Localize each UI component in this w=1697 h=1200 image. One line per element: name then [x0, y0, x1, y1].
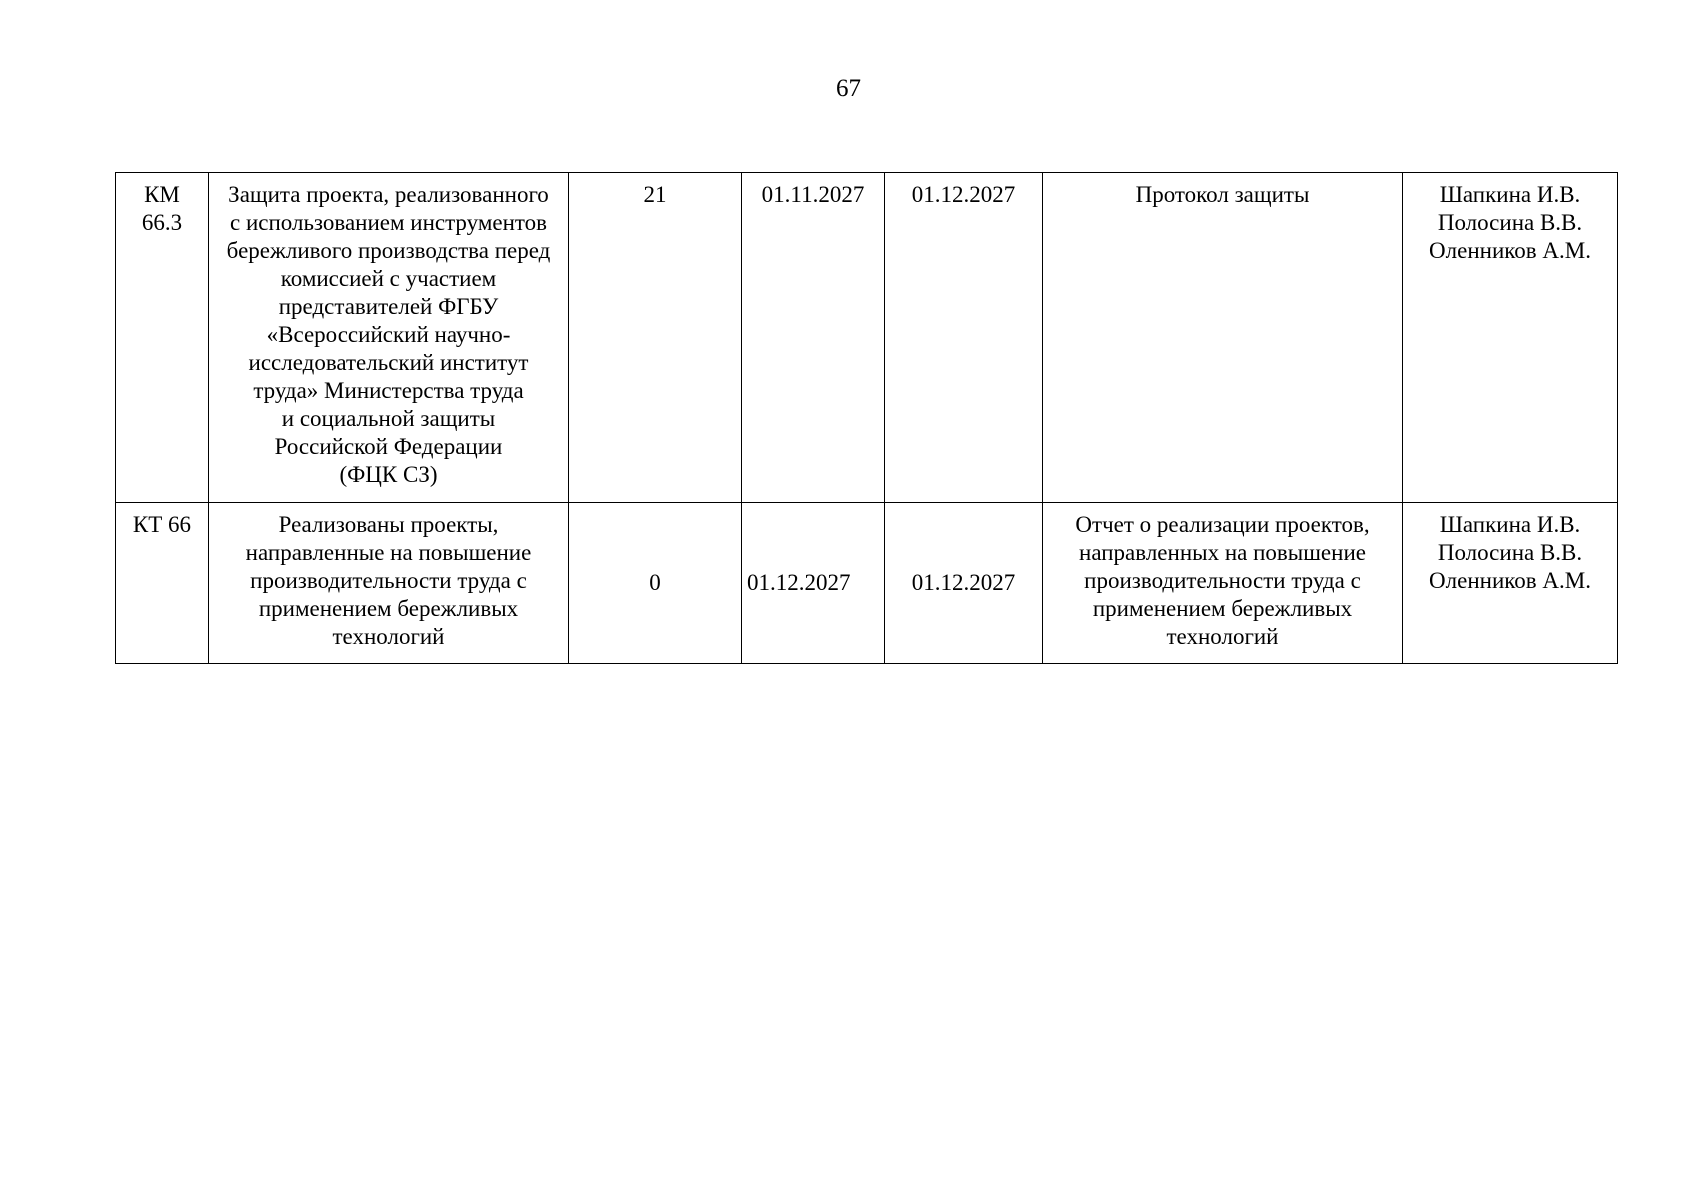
duration-cell: 0 — [569, 503, 742, 664]
description-cell: Защита проекта, реализованного с использованием инструментов бережливого производства перед комиссией с участием представителей ФГБУ «Всероссийский научно- исследовательский институт труда» Министерства труда и социальной защиты Российской Федерации (ФЦК СЗ) — [209, 173, 569, 503]
start-date-cell: 01.12.2027 — [742, 503, 885, 664]
result-cell: Отчет о реализации проектов, направленных на повышение производительности труда с применением бережливых технологий — [1043, 503, 1403, 664]
table-row — [116, 173, 1618, 503]
page-number: 67 — [836, 75, 861, 102]
code-cell: КМ 66.3 — [116, 173, 209, 503]
start-date-cell: 01.11.2027 — [742, 173, 885, 503]
end-date-cell: 01.12.2027 — [885, 173, 1043, 503]
table-row — [116, 503, 1618, 664]
end-date-cell: 01.12.2027 — [885, 503, 1043, 664]
responsible-cell: Шапкина И.В. Полосина В.В. Оленников А.М. — [1403, 503, 1618, 664]
result-cell: Протокол защиты — [1043, 173, 1403, 503]
description-cell: Реализованы проекты, направленные на повышение производительности труда с применением бережливых технологий — [209, 503, 569, 664]
plan-table — [115, 172, 1618, 664]
code-cell: КТ 66 — [116, 503, 209, 664]
responsible-cell: Шапкина И.В. Полосина В.В. Оленников А.М. — [1403, 173, 1618, 503]
duration-cell: 21 — [569, 173, 742, 503]
